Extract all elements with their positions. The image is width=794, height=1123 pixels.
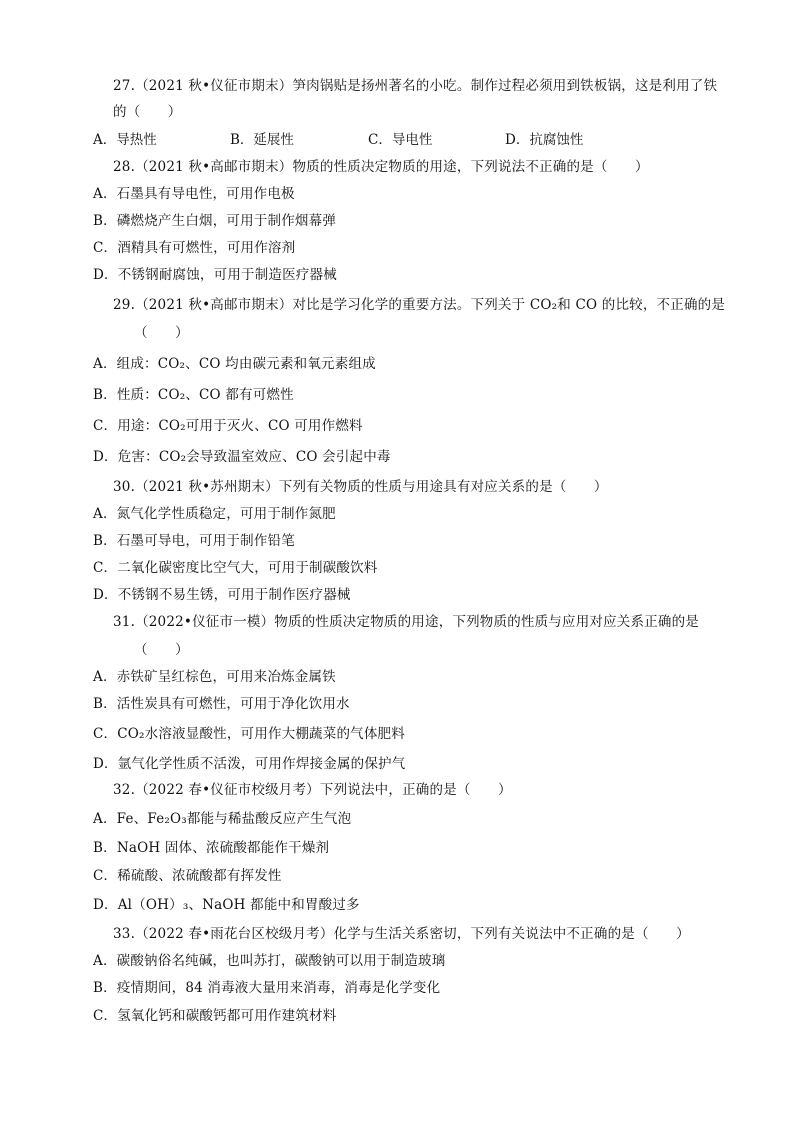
- question-27-option-d: D．抗腐蚀性: [505, 132, 584, 148]
- question-31-stem: 31.（2022•仪征市一模）物质的性质决定物质的用途，下列物质的性质与应用对应关系正确的是: [113, 614, 699, 630]
- question-32-option-a: A．Fe、Fe₂O₃都能与稀盐酸反应产生气泡: [93, 811, 352, 827]
- question-32-option-b: B．NaOH 固体、浓硫酸都能作干燥剂: [93, 840, 330, 856]
- question-29-option-b: B．性质：CO₂、CO 都有可燃性: [93, 387, 294, 403]
- question-32-stem: 32.（2022 春•仪征市校级月考）下列说法中，正确的是（ ）: [113, 782, 512, 798]
- question-33-option-c: C．氢氧化钙和碳酸钙都可用作建筑材料: [93, 1008, 337, 1024]
- question-28-option-a: A．石墨具有导电性，可用作电极: [93, 186, 295, 202]
- question-33-option-a: A．碳酸钠俗名纯碱，也叫苏打，碳酸钠可以用于制造玻璃: [93, 953, 446, 969]
- question-27-option-c: C．导电性: [368, 132, 433, 148]
- question-31-option-c: C．CO₂水溶液显酸性，可用作大棚蔬菜的气体肥料: [93, 726, 405, 742]
- question-30-stem: 30.（2021 秋•苏州期末）下列有关物质的性质与用途具有对应关系的是（ ）: [113, 479, 608, 495]
- question-29-option-c: C．用途：CO₂可用于灭火、CO 可用作燃料: [93, 418, 363, 434]
- question-27-stem-cont: 的（ ）: [113, 104, 182, 120]
- question-27-option-b: B．延展性: [230, 132, 294, 148]
- question-31-stem-cont: （ ）: [134, 642, 189, 658]
- question-30-option-d: D．不锈钢不易生锈，可用于制作医疗器械: [93, 587, 351, 603]
- question-33-option-b: B．疫情期间，84 消毒液大量用来消毒，消毒是化学变化: [93, 980, 441, 996]
- question-30-option-a: A．氮气化学性质稳定，可用于制作氮肥: [93, 506, 336, 522]
- question-31-option-b: B．活性炭具有可燃性，可用于净化饮用水: [93, 696, 350, 712]
- question-30-option-b: B．石墨可导电，可用于制作铅笔: [93, 533, 295, 549]
- question-29-option-d: D．危害：CO₂会导致温室效应、CO 会引起中毒: [93, 449, 391, 465]
- question-29-stem: 29.（2021 秋•高邮市期末）对比是学习化学的重要方法。下列关于 CO₂和 CO 的比较，不正确的是: [113, 297, 726, 313]
- question-27-stem: 27.（2021 秋•仪征市期末）笋肉锅贴是扬州著名的小吃。制作过程必须用到铁板锅，这是利用了铁: [113, 78, 718, 94]
- question-32-option-c: C．稀硫酸、浓硫酸都有挥发性: [93, 868, 282, 884]
- question-28-option-d: D．不锈钢耐腐蚀，可用于制造医疗器械: [93, 267, 337, 283]
- question-33-stem: 33.（2022 春•雨花台区校级月考）化学与生活关系密切，下列有关说法中不正确的是（ ）: [113, 926, 690, 942]
- question-28-stem: 28.（2021 秋•高邮市期末）物质的性质决定物质的用途，下列说法不正确的是（ ）: [113, 159, 649, 175]
- question-29-option-a: A．组成：CO₂、CO 均由碳元素和氧元素组成: [93, 356, 376, 372]
- question-27-option-a: A．导热性: [93, 132, 157, 148]
- question-31-option-a: A．赤铁矿呈红棕色，可用来冶炼金属铁: [93, 669, 336, 685]
- question-28-option-c: C．酒精具有可燃性，可用作溶剂: [93, 240, 296, 256]
- question-31-option-d: D．氩气化学性质不活泼，可用作焊接金属的保护气: [93, 756, 406, 772]
- question-32-option-d: D．Al（OH）₃、NaOH 都能中和胃酸过多: [93, 897, 360, 913]
- question-28-option-b: B．磷燃烧产生白烟，可用于制作烟幕弹: [93, 213, 337, 229]
- question-30-option-c: C．二氧化碳密度比空气大，可用于制碳酸饮料: [93, 560, 378, 576]
- question-29-stem-cont: （ ）: [134, 325, 189, 341]
